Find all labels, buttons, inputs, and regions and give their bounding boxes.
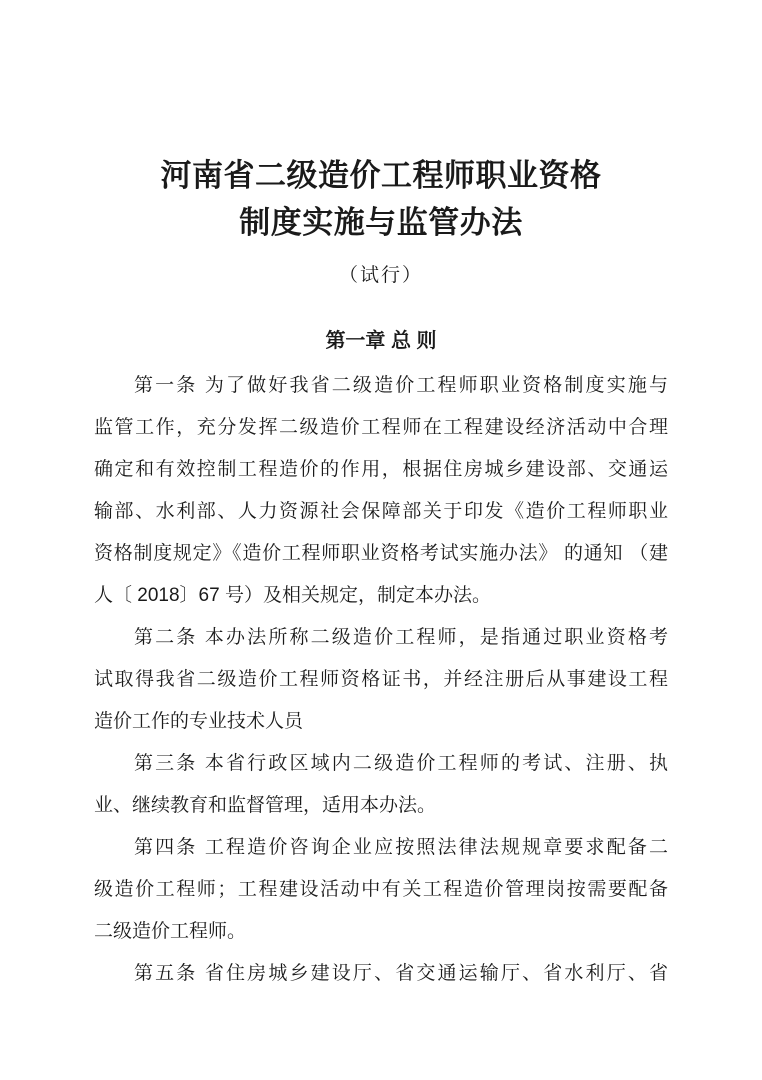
text-line: 二级造价工程师。 (94, 921, 247, 942)
text-line: 第三条 本省行政区域内二级造价工程师的考试、注册、执 (134, 753, 668, 774)
text-line: 第二条 本办法所称二级造价工程师，是指通过职业资格考 (134, 627, 668, 648)
chapter-heading: 第一章 总 则 (325, 330, 437, 352)
text-line: 第四条 工程造价咨询企业应按照法律法规规章要求配备二 (134, 837, 668, 858)
text-line: 试取得我省二级造价工程师资格证书，并经注册后从事建设工程 (94, 669, 668, 690)
text-line: 业、继续教育和监督管理，适用本办法。 (94, 795, 437, 816)
text-line: 造价工作的专业技术人员 (94, 711, 304, 732)
text-line: 确定和有效控制工程造价的作用，根据住房城乡建设部、交通运 (94, 459, 668, 480)
text-line: 第一条 为了做好我省二级造价工程师职业资格制度实施与 (134, 375, 668, 396)
document-title (94, 0, 668, 246)
text-line: 输部、水利部、人力资源社会保障部关于印发《造价工程师职业 (94, 501, 668, 522)
text-line: 资格制度规定》《造价工程师职业资格考试实施办法》 的通知 （建 (94, 543, 668, 564)
document-body (94, 365, 668, 995)
text-line: 监管工作，充分发挥二级造价工程师在工程建设经济活动中合理 (94, 417, 668, 438)
text-line: 人〔 2018〕67 号）及相关规定，制定本办法。 (94, 585, 491, 606)
document-title-line1: 河南省二级造价工程师职业资格 (160, 158, 602, 193)
document-title-line2: 制度实施与监管办法 (239, 205, 523, 240)
text-line: 级造价工程师；工程建设活动中有关工程造价管理岗按需要配备 (94, 879, 668, 900)
text-line: 第五条 省住房城乡建设厅、省交通运输厅、省水利厅、省 (134, 963, 668, 984)
document-subtitle: （试行） (338, 265, 423, 286)
